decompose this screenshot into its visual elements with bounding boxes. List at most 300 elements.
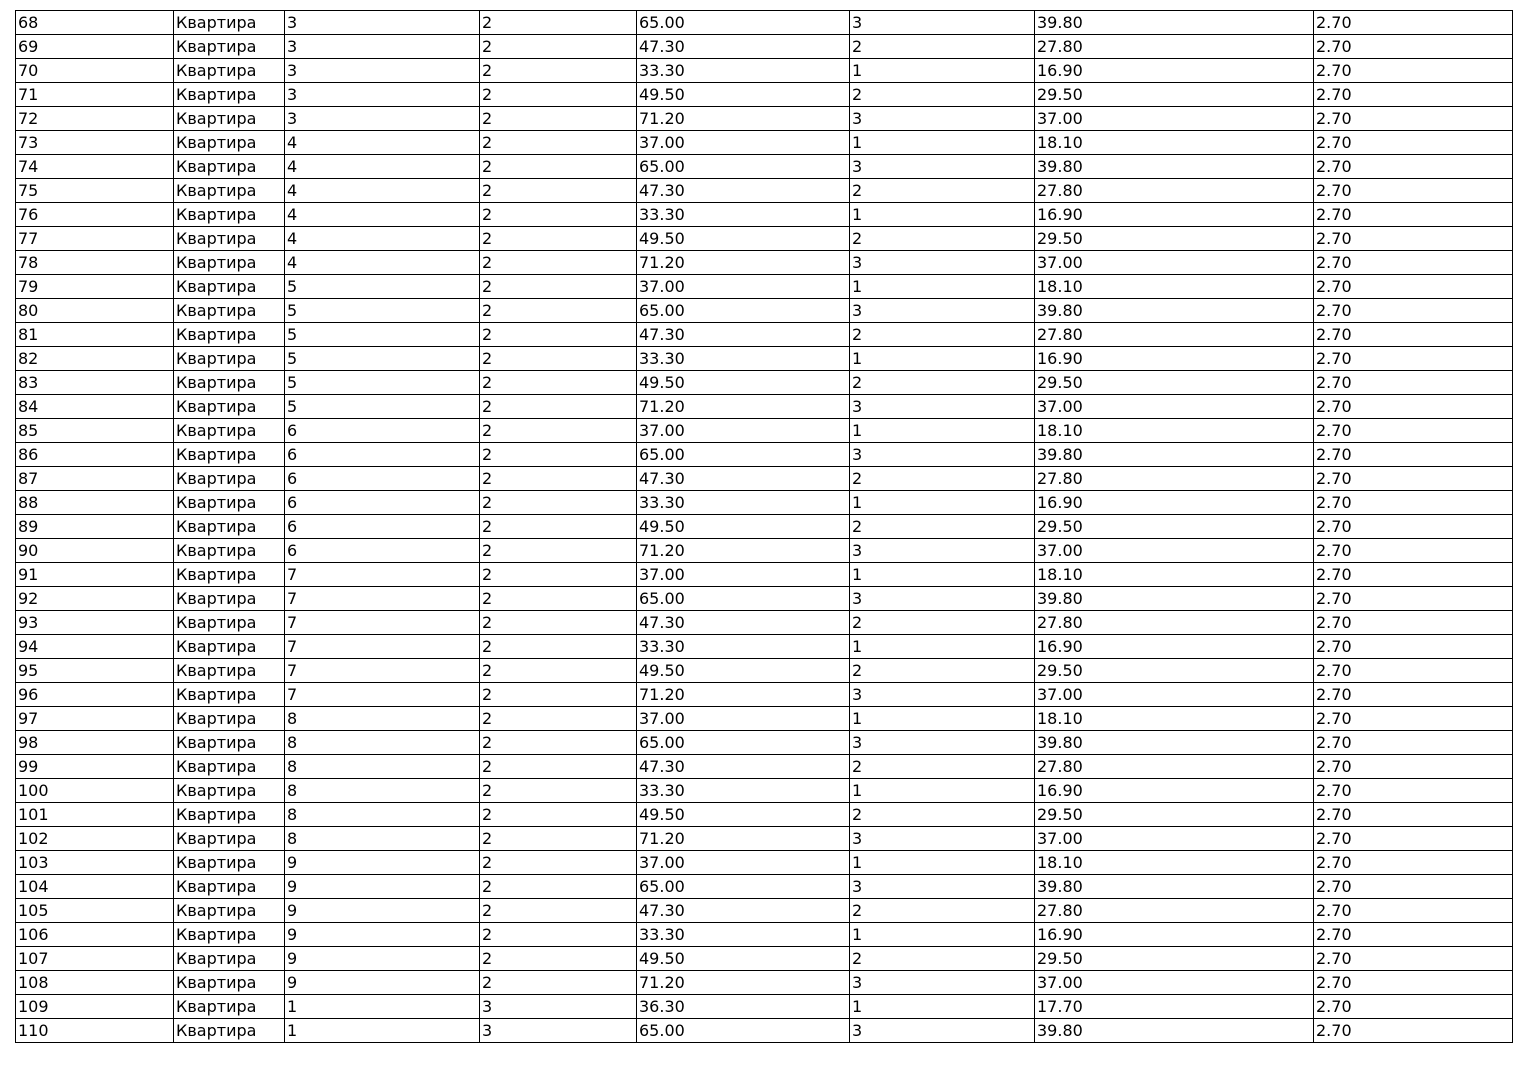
cell-living-area: 39.80 [1035, 875, 1314, 899]
cell-ceiling-height: 2.70 [1314, 563, 1513, 587]
cell-total-area: 65.00 [637, 1019, 850, 1043]
cell-total-area: 37.00 [637, 419, 850, 443]
cell-floor: 9 [285, 899, 480, 923]
cell-rooms: 2 [850, 611, 1035, 635]
cell-section: 2 [480, 467, 637, 491]
cell-property-type: Квартира [174, 923, 285, 947]
cell-section: 2 [480, 59, 637, 83]
cell-floor: 7 [285, 563, 480, 587]
cell-living-area: 39.80 [1035, 11, 1314, 35]
cell-ceiling-height: 2.70 [1314, 515, 1513, 539]
cell-ceiling-height: 2.70 [1314, 227, 1513, 251]
cell-total-area: 71.20 [637, 827, 850, 851]
cell-apartment-number: 106 [16, 923, 174, 947]
cell-floor: 1 [285, 995, 480, 1019]
cell-rooms: 2 [850, 179, 1035, 203]
cell-rooms: 2 [850, 83, 1035, 107]
cell-floor: 6 [285, 539, 480, 563]
cell-rooms: 1 [850, 419, 1035, 443]
cell-floor: 7 [285, 587, 480, 611]
cell-ceiling-height: 2.70 [1314, 1019, 1513, 1043]
cell-living-area: 27.80 [1035, 755, 1314, 779]
cell-ceiling-height: 2.70 [1314, 995, 1513, 1019]
cell-section: 2 [480, 659, 637, 683]
cell-rooms: 3 [850, 971, 1035, 995]
cell-section: 2 [480, 131, 637, 155]
cell-floor: 7 [285, 635, 480, 659]
cell-living-area: 16.90 [1035, 635, 1314, 659]
table-row [16, 419, 1513, 443]
table-row [16, 347, 1513, 371]
cell-section: 2 [480, 563, 637, 587]
cell-floor: 9 [285, 947, 480, 971]
cell-rooms: 3 [850, 107, 1035, 131]
cell-living-area: 27.80 [1035, 179, 1314, 203]
cell-property-type: Квартира [174, 971, 285, 995]
cell-apartment-number: 78 [16, 251, 174, 275]
cell-floor: 9 [285, 875, 480, 899]
table-row [16, 827, 1513, 851]
cell-section: 2 [480, 683, 637, 707]
cell-total-area: 49.50 [637, 659, 850, 683]
cell-living-area: 27.80 [1035, 323, 1314, 347]
cell-floor: 6 [285, 491, 480, 515]
cell-rooms: 3 [850, 683, 1035, 707]
cell-apartment-number: 68 [16, 11, 174, 35]
cell-total-area: 47.30 [637, 179, 850, 203]
table-row [16, 539, 1513, 563]
cell-property-type: Квартира [174, 899, 285, 923]
cell-property-type: Квартира [174, 755, 285, 779]
cell-apartment-number: 99 [16, 755, 174, 779]
table-row [16, 251, 1513, 275]
cell-apartment-number: 96 [16, 683, 174, 707]
cell-rooms: 3 [850, 11, 1035, 35]
cell-living-area: 37.00 [1035, 107, 1314, 131]
cell-ceiling-height: 2.70 [1314, 491, 1513, 515]
table-row [16, 467, 1513, 491]
cell-total-area: 33.30 [637, 347, 850, 371]
cell-section: 2 [480, 155, 637, 179]
cell-apartment-number: 77 [16, 227, 174, 251]
cell-ceiling-height: 2.70 [1314, 755, 1513, 779]
cell-ceiling-height: 2.70 [1314, 179, 1513, 203]
cell-floor: 7 [285, 683, 480, 707]
table-row [16, 83, 1513, 107]
cell-total-area: 65.00 [637, 11, 850, 35]
table-row [16, 107, 1513, 131]
cell-rooms: 1 [850, 779, 1035, 803]
cell-section: 2 [480, 971, 637, 995]
table-row [16, 179, 1513, 203]
table-row [16, 563, 1513, 587]
cell-total-area: 37.00 [637, 707, 850, 731]
cell-property-type: Квартира [174, 803, 285, 827]
cell-rooms: 1 [850, 995, 1035, 1019]
cell-section: 2 [480, 947, 637, 971]
cell-total-area: 47.30 [637, 611, 850, 635]
cell-total-area: 71.20 [637, 251, 850, 275]
table-row [16, 491, 1513, 515]
cell-total-area: 71.20 [637, 107, 850, 131]
cell-property-type: Квартира [174, 395, 285, 419]
cell-floor: 4 [285, 179, 480, 203]
cell-apartment-number: 103 [16, 851, 174, 875]
cell-floor: 6 [285, 419, 480, 443]
cell-living-area: 27.80 [1035, 467, 1314, 491]
cell-rooms: 1 [850, 59, 1035, 83]
cell-section: 2 [480, 323, 637, 347]
cell-section: 2 [480, 635, 637, 659]
cell-section: 2 [480, 419, 637, 443]
cell-floor: 5 [285, 299, 480, 323]
cell-property-type: Квартира [174, 683, 285, 707]
cell-floor: 6 [285, 515, 480, 539]
cell-apartment-number: 69 [16, 35, 174, 59]
cell-ceiling-height: 2.70 [1314, 539, 1513, 563]
cell-rooms: 2 [850, 899, 1035, 923]
cell-rooms: 3 [850, 155, 1035, 179]
cell-living-area: 18.10 [1035, 275, 1314, 299]
cell-floor: 7 [285, 659, 480, 683]
table-row [16, 323, 1513, 347]
cell-property-type: Квартира [174, 1019, 285, 1043]
cell-ceiling-height: 2.70 [1314, 419, 1513, 443]
cell-total-area: 33.30 [637, 635, 850, 659]
cell-living-area: 27.80 [1035, 35, 1314, 59]
cell-floor: 8 [285, 779, 480, 803]
cell-ceiling-height: 2.70 [1314, 467, 1513, 491]
cell-total-area: 65.00 [637, 443, 850, 467]
cell-rooms: 3 [850, 827, 1035, 851]
cell-ceiling-height: 2.70 [1314, 827, 1513, 851]
cell-section: 2 [480, 443, 637, 467]
cell-section: 2 [480, 923, 637, 947]
cell-apartment-number: 93 [16, 611, 174, 635]
cell-apartment-number: 108 [16, 971, 174, 995]
cell-property-type: Квартира [174, 203, 285, 227]
cell-living-area: 39.80 [1035, 587, 1314, 611]
cell-total-area: 47.30 [637, 467, 850, 491]
table-row [16, 371, 1513, 395]
cell-living-area: 37.00 [1035, 395, 1314, 419]
cell-total-area: 65.00 [637, 587, 850, 611]
cell-property-type: Квартира [174, 467, 285, 491]
cell-ceiling-height: 2.70 [1314, 683, 1513, 707]
cell-ceiling-height: 2.70 [1314, 587, 1513, 611]
table-row [16, 755, 1513, 779]
cell-total-area: 71.20 [637, 395, 850, 419]
cell-apartment-number: 87 [16, 467, 174, 491]
cell-section: 2 [480, 587, 637, 611]
cell-total-area: 49.50 [637, 371, 850, 395]
cell-rooms: 2 [850, 515, 1035, 539]
cell-total-area: 49.50 [637, 227, 850, 251]
cell-ceiling-height: 2.70 [1314, 155, 1513, 179]
cell-apartment-number: 101 [16, 803, 174, 827]
cell-property-type: Квартира [174, 251, 285, 275]
cell-property-type: Квартира [174, 707, 285, 731]
cell-floor: 1 [285, 1019, 480, 1043]
cell-total-area: 71.20 [637, 971, 850, 995]
cell-ceiling-height: 2.70 [1314, 875, 1513, 899]
cell-property-type: Квартира [174, 35, 285, 59]
cell-property-type: Квартира [174, 851, 285, 875]
cell-property-type: Квартира [174, 83, 285, 107]
table-row [16, 131, 1513, 155]
cell-living-area: 16.90 [1035, 923, 1314, 947]
cell-rooms: 3 [850, 395, 1035, 419]
cell-property-type: Квартира [174, 995, 285, 1019]
cell-living-area: 18.10 [1035, 851, 1314, 875]
cell-section: 2 [480, 515, 637, 539]
cell-rooms: 1 [850, 851, 1035, 875]
cell-floor: 8 [285, 755, 480, 779]
cell-total-area: 33.30 [637, 491, 850, 515]
cell-ceiling-height: 2.70 [1314, 251, 1513, 275]
cell-living-area: 39.80 [1035, 731, 1314, 755]
cell-floor: 9 [285, 851, 480, 875]
cell-ceiling-height: 2.70 [1314, 395, 1513, 419]
cell-rooms: 2 [850, 227, 1035, 251]
cell-section: 2 [480, 371, 637, 395]
cell-rooms: 3 [850, 731, 1035, 755]
table-row [16, 587, 1513, 611]
cell-ceiling-height: 2.70 [1314, 611, 1513, 635]
cell-ceiling-height: 2.70 [1314, 731, 1513, 755]
cell-property-type: Квартира [174, 875, 285, 899]
cell-ceiling-height: 2.70 [1314, 779, 1513, 803]
table-row [16, 59, 1513, 83]
table-row [16, 875, 1513, 899]
cell-living-area: 37.00 [1035, 251, 1314, 275]
cell-floor: 5 [285, 275, 480, 299]
apartment-table [15, 10, 1513, 1043]
cell-section: 2 [480, 491, 637, 515]
cell-living-area: 16.90 [1035, 779, 1314, 803]
cell-property-type: Квартира [174, 491, 285, 515]
cell-floor: 4 [285, 227, 480, 251]
cell-rooms: 3 [850, 1019, 1035, 1043]
cell-living-area: 18.10 [1035, 419, 1314, 443]
cell-living-area: 17.70 [1035, 995, 1314, 1019]
cell-rooms: 1 [850, 635, 1035, 659]
cell-property-type: Квартира [174, 419, 285, 443]
table-row [16, 299, 1513, 323]
cell-total-area: 65.00 [637, 299, 850, 323]
cell-floor: 4 [285, 155, 480, 179]
table-row [16, 803, 1513, 827]
cell-living-area: 29.50 [1035, 371, 1314, 395]
cell-property-type: Квартира [174, 11, 285, 35]
cell-property-type: Квартира [174, 371, 285, 395]
cell-apartment-number: 107 [16, 947, 174, 971]
cell-apartment-number: 75 [16, 179, 174, 203]
cell-living-area: 29.50 [1035, 803, 1314, 827]
cell-ceiling-height: 2.70 [1314, 131, 1513, 155]
table-row [16, 995, 1513, 1019]
table-body [16, 11, 1513, 1043]
cell-total-area: 49.50 [637, 803, 850, 827]
cell-rooms: 1 [850, 275, 1035, 299]
cell-total-area: 37.00 [637, 851, 850, 875]
cell-apartment-number: 84 [16, 395, 174, 419]
cell-property-type: Квартира [174, 443, 285, 467]
cell-section: 2 [480, 299, 637, 323]
cell-floor: 9 [285, 971, 480, 995]
cell-property-type: Квартира [174, 611, 285, 635]
cell-ceiling-height: 2.70 [1314, 923, 1513, 947]
cell-floor: 5 [285, 347, 480, 371]
cell-ceiling-height: 2.70 [1314, 635, 1513, 659]
cell-ceiling-height: 2.70 [1314, 203, 1513, 227]
cell-living-area: 39.80 [1035, 299, 1314, 323]
cell-living-area: 16.90 [1035, 59, 1314, 83]
cell-property-type: Квартира [174, 563, 285, 587]
cell-property-type: Квартира [174, 947, 285, 971]
cell-floor: 5 [285, 323, 480, 347]
cell-ceiling-height: 2.70 [1314, 347, 1513, 371]
cell-living-area: 29.50 [1035, 227, 1314, 251]
cell-rooms: 2 [850, 371, 1035, 395]
cell-section: 3 [480, 1019, 637, 1043]
table-row [16, 779, 1513, 803]
table-row [16, 203, 1513, 227]
table-row [16, 851, 1513, 875]
cell-apartment-number: 95 [16, 659, 174, 683]
cell-ceiling-height: 2.70 [1314, 803, 1513, 827]
cell-apartment-number: 72 [16, 107, 174, 131]
cell-apartment-number: 70 [16, 59, 174, 83]
cell-living-area: 18.10 [1035, 563, 1314, 587]
cell-rooms: 2 [850, 755, 1035, 779]
cell-apartment-number: 86 [16, 443, 174, 467]
cell-total-area: 37.00 [637, 563, 850, 587]
cell-apartment-number: 79 [16, 275, 174, 299]
cell-ceiling-height: 2.70 [1314, 443, 1513, 467]
cell-living-area: 29.50 [1035, 947, 1314, 971]
cell-section: 2 [480, 779, 637, 803]
cell-apartment-number: 85 [16, 419, 174, 443]
cell-floor: 3 [285, 11, 480, 35]
cell-ceiling-height: 2.70 [1314, 659, 1513, 683]
cell-total-area: 65.00 [637, 875, 850, 899]
cell-section: 2 [480, 179, 637, 203]
cell-living-area: 29.50 [1035, 515, 1314, 539]
cell-apartment-number: 71 [16, 83, 174, 107]
cell-floor: 5 [285, 371, 480, 395]
cell-section: 2 [480, 35, 637, 59]
cell-floor: 6 [285, 467, 480, 491]
cell-living-area: 29.50 [1035, 83, 1314, 107]
cell-living-area: 27.80 [1035, 899, 1314, 923]
cell-section: 2 [480, 395, 637, 419]
cell-property-type: Квартира [174, 59, 285, 83]
cell-apartment-number: 104 [16, 875, 174, 899]
cell-property-type: Квартира [174, 179, 285, 203]
cell-apartment-number: 92 [16, 587, 174, 611]
cell-apartment-number: 98 [16, 731, 174, 755]
table-row [16, 611, 1513, 635]
cell-total-area: 33.30 [637, 923, 850, 947]
cell-living-area: 16.90 [1035, 491, 1314, 515]
table-row [16, 971, 1513, 995]
cell-section: 2 [480, 83, 637, 107]
cell-rooms: 2 [850, 659, 1035, 683]
table-row [16, 659, 1513, 683]
cell-ceiling-height: 2.70 [1314, 947, 1513, 971]
table-row [16, 515, 1513, 539]
cell-total-area: 47.30 [637, 35, 850, 59]
cell-rooms: 3 [850, 875, 1035, 899]
cell-ceiling-height: 2.70 [1314, 83, 1513, 107]
cell-apartment-number: 80 [16, 299, 174, 323]
cell-rooms: 2 [850, 467, 1035, 491]
cell-property-type: Квартира [174, 539, 285, 563]
cell-section: 2 [480, 731, 637, 755]
table-row [16, 683, 1513, 707]
cell-apartment-number: 100 [16, 779, 174, 803]
cell-rooms: 1 [850, 347, 1035, 371]
cell-section: 2 [480, 539, 637, 563]
cell-property-type: Квартира [174, 731, 285, 755]
table-row [16, 275, 1513, 299]
cell-floor: 3 [285, 59, 480, 83]
cell-floor: 5 [285, 395, 480, 419]
cell-section: 2 [480, 227, 637, 251]
cell-section: 2 [480, 275, 637, 299]
cell-ceiling-height: 2.70 [1314, 851, 1513, 875]
cell-section: 2 [480, 203, 637, 227]
cell-apartment-number: 73 [16, 131, 174, 155]
table-row [16, 155, 1513, 179]
cell-living-area: 39.80 [1035, 155, 1314, 179]
cell-ceiling-height: 2.70 [1314, 11, 1513, 35]
cell-living-area: 29.50 [1035, 659, 1314, 683]
cell-apartment-number: 109 [16, 995, 174, 1019]
cell-section: 2 [480, 107, 637, 131]
cell-property-type: Квартира [174, 299, 285, 323]
cell-apartment-number: 83 [16, 371, 174, 395]
cell-apartment-number: 82 [16, 347, 174, 371]
cell-living-area: 18.10 [1035, 707, 1314, 731]
cell-rooms: 1 [850, 563, 1035, 587]
cell-ceiling-height: 2.70 [1314, 971, 1513, 995]
cell-living-area: 39.80 [1035, 1019, 1314, 1043]
cell-total-area: 49.50 [637, 515, 850, 539]
cell-apartment-number: 102 [16, 827, 174, 851]
cell-property-type: Квартира [174, 155, 285, 179]
cell-apartment-number: 76 [16, 203, 174, 227]
cell-total-area: 71.20 [637, 539, 850, 563]
cell-living-area: 37.00 [1035, 683, 1314, 707]
table-row [16, 923, 1513, 947]
cell-ceiling-height: 2.70 [1314, 299, 1513, 323]
cell-property-type: Квартира [174, 779, 285, 803]
cell-rooms: 2 [850, 947, 1035, 971]
cell-property-type: Квартира [174, 635, 285, 659]
cell-rooms: 3 [850, 587, 1035, 611]
cell-rooms: 3 [850, 251, 1035, 275]
cell-living-area: 37.00 [1035, 971, 1314, 995]
cell-apartment-number: 91 [16, 563, 174, 587]
cell-rooms: 1 [850, 131, 1035, 155]
cell-rooms: 3 [850, 443, 1035, 467]
cell-total-area: 33.30 [637, 203, 850, 227]
cell-section: 2 [480, 11, 637, 35]
cell-rooms: 1 [850, 923, 1035, 947]
cell-ceiling-height: 2.70 [1314, 371, 1513, 395]
